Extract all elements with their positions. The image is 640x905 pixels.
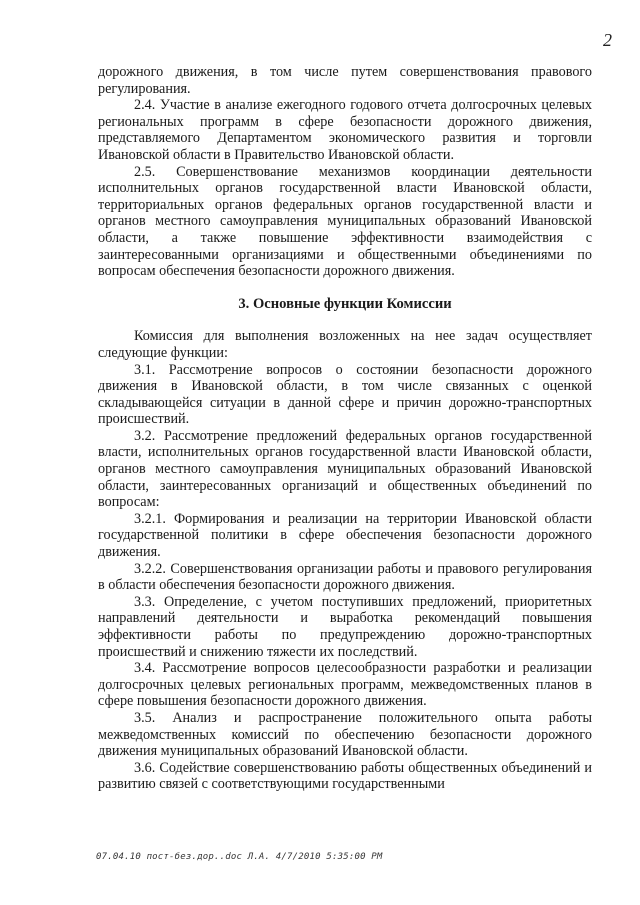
file-footer: 07.04.10 пост-без.дор..doc Л.А. 4/7/2010 5:35:00 PM: [96, 852, 383, 862]
page-number: 2: [603, 30, 612, 50]
paragraph-3-1: 3.1. Рассмотрение вопросов о состоянии безопасности дорожного движения в Ивановской области, в том числе связанных с оценкой складывающейся ситуации в данной сфере и причин дорожно-транспортных происшествий.: [98, 361, 592, 428]
paragraph-3-5: 3.5. Анализ и распространение положительного опыта работы межведомственных комиссий по обеспечению безопасности дорожного движения муниципальных образований Ивановской области.: [98, 709, 592, 760]
paragraph-2-4: 2.4. Участие в анализе ежегодного годового отчета долгосрочных целевых региональных программ в сфере безопасности дорожного движения, представляемого Департаментом экономического развития и торговли Ивановской области в Правительство Ивановской области.: [98, 97, 592, 163]
paragraph-continuation: дорожного движения, в том числе путем совершенствования правового регулирования.: [98, 64, 592, 97]
paragraph-3-2: 3.2. Рассмотрение предложений федеральных органов государственной власти, исполнительных органов государственной власти Ивановской области, органов местного самоуправления муниципальных образований Ивановской области, заинтересованных организаций и общественных объединений по вопросам:: [98, 427, 592, 511]
paragraph-3-3: 3.3. Определение, с учетом поступивших предложений, приоритетных направлений деятельности и выработка рекомендаций повышения эффективности работы по предупреждению дорожно-транспортных происшествий и снижению тяжести их последствий.: [98, 593, 592, 660]
paragraph-3-4: 3.4. Рассмотрение вопросов целесообразности разработки и реализации долгосрочных целевых региональных программ, межведомственных планов в сфере повышения безопасности дорожного движения.: [98, 660, 592, 710]
section-heading: 3. Основные функции Комиссии: [238, 295, 452, 312]
paragraph-intro: Комиссия для выполнения возложенных на нее задач осуществляет следующие функции:: [98, 328, 592, 361]
paragraph-3-2-1: 3.2.1. Формирования и реализации на территории Ивановской области государственной политики в сфере обеспечения безопасности дорожного движения.: [98, 510, 592, 561]
document-body: [98, 64, 592, 793]
paragraph-3-2-2: 3.2.2. Совершенствования организации работы и правового регулирования в области обеспечения безопасности дорожного движения.: [98, 560, 592, 594]
paragraph-2-5: 2.5. Совершенствование механизмов координации деятельности исполнительных органов государственной власти Ивановской области, территориальных органов федеральных органов государственной власти и органов местного самоуправления муниципальных образований Ивановской области, а также повышение эффективности взаимодействия с заинтересованными организациями и общественными объединениями по вопросам обеспечения безопасности дорожного движения.: [98, 163, 592, 280]
paragraph-3-6: 3.6. Содействие совершенствованию работы общественных объединений и развитию связей с соответствующими государственными: [98, 759, 592, 793]
